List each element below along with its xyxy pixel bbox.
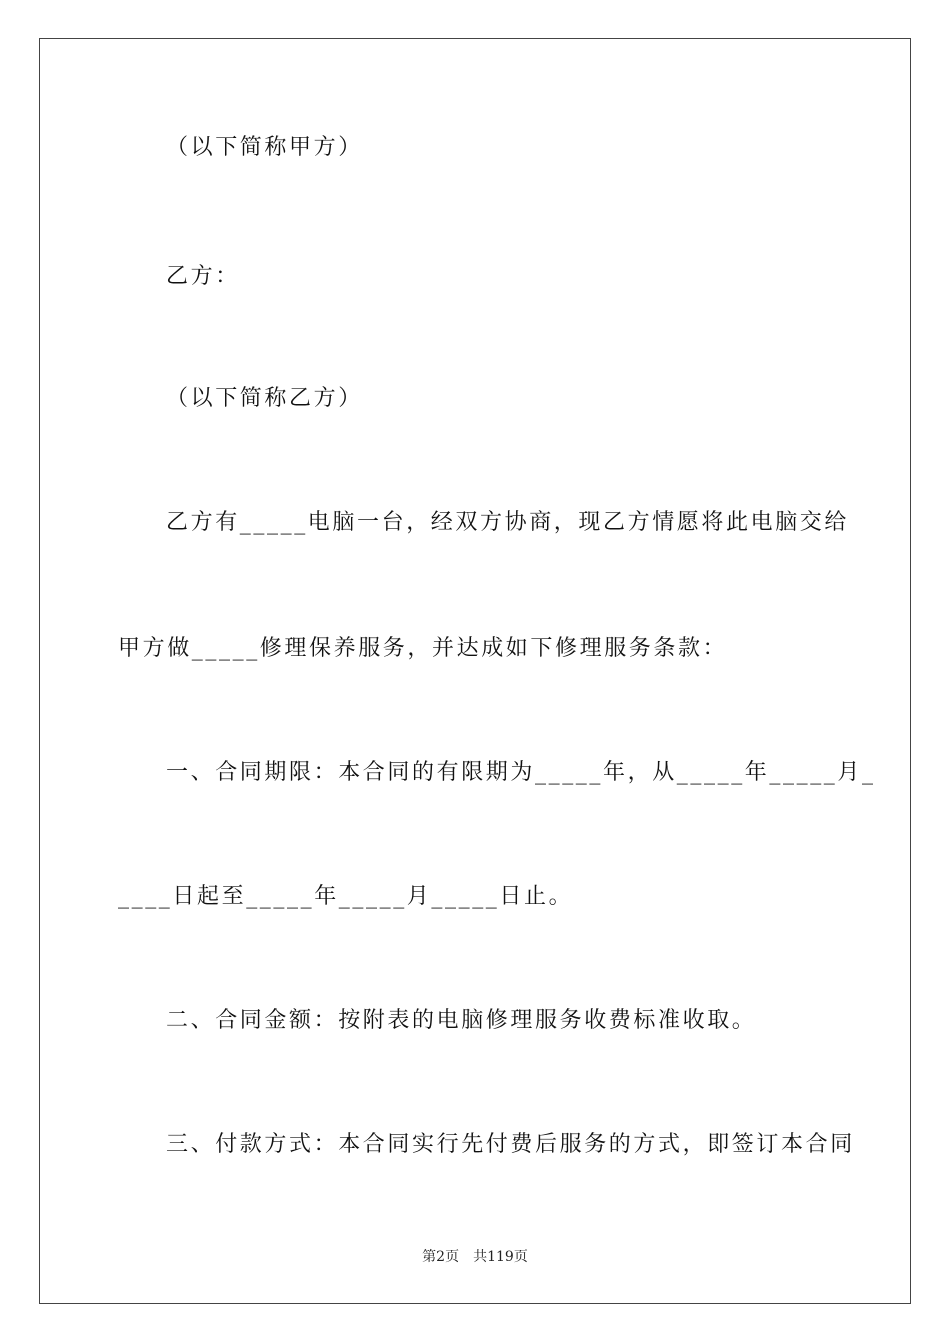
text-line-6: 一、合同期限：本合同的有限期为_____年，从_____年_____月_	[166, 760, 876, 785]
page-border	[39, 38, 911, 1304]
text-line-2: 乙方：	[166, 264, 240, 289]
text-line-5: 甲方做_____修理保养服务，并达成如下修理服务条款：	[118, 636, 728, 661]
text-line-1: （以下简称甲方）	[166, 135, 363, 160]
text-line-7: ____日起至_____年_____月_____日止。	[118, 884, 574, 909]
text-line-3: （以下简称乙方）	[166, 386, 363, 411]
page-footer	[0, 1248, 950, 1266]
text-line-9: 三、付款方式：本合同实行先付费后服务的方式，即签订本合同	[166, 1132, 855, 1157]
total-pages: 共119页	[473, 1249, 528, 1265]
page-number: 第2页	[422, 1249, 460, 1265]
text-line-8: 二、合同金额：按附表的电脑修理服务收费标准收取。	[166, 1008, 757, 1033]
text-line-4: 乙方有_____电脑一台，经双方协商，现乙方情愿将此电脑交给	[166, 510, 850, 535]
